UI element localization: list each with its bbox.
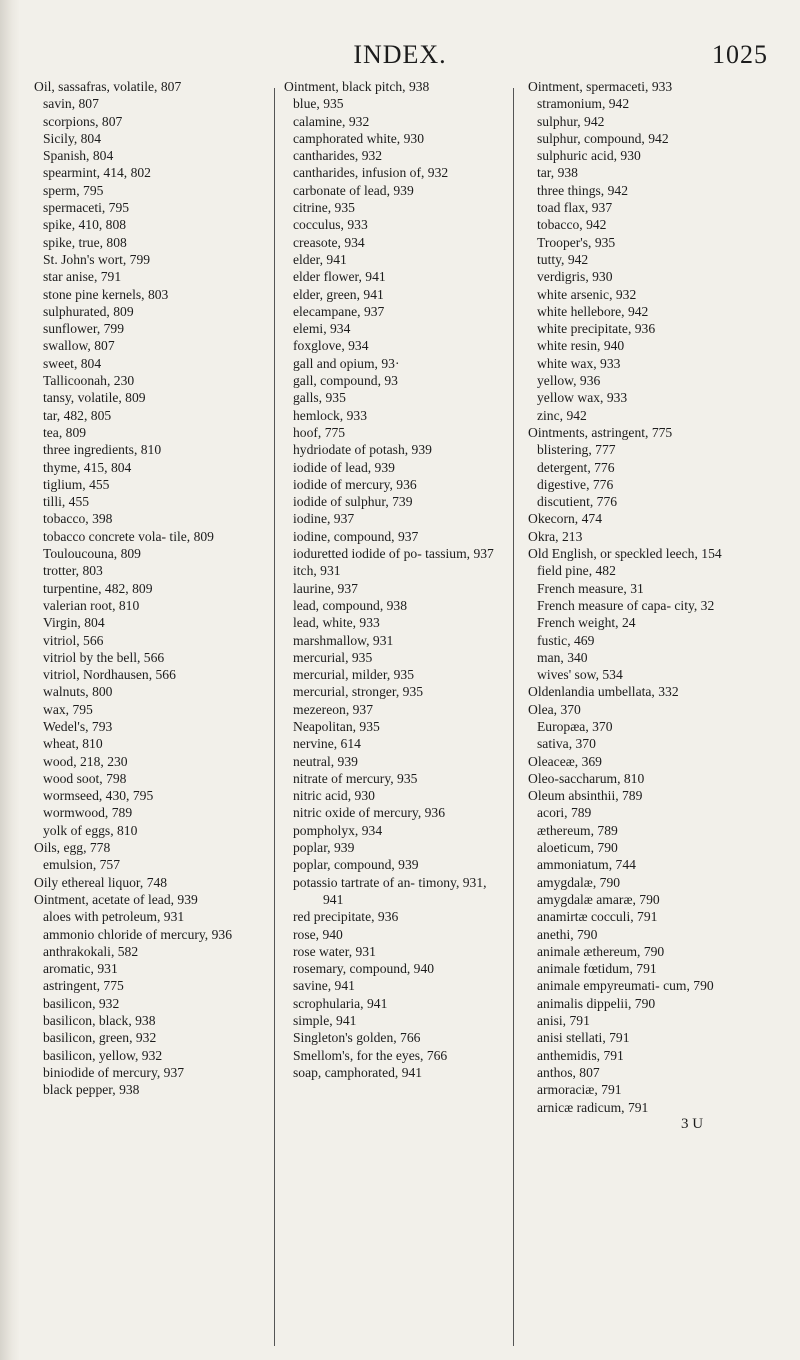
index-heading-entry: Ointment, spermaceti, 933	[528, 79, 673, 94]
index-subentry: white arsenic, 932	[537, 286, 637, 302]
index-subentry: Smellom's, for the eyes, 766	[293, 1047, 448, 1063]
index-subentry: basilicon, 932	[43, 995, 120, 1011]
index-subentry: Spanish, 804	[43, 148, 114, 164]
index-subentry: creasote, 934	[293, 234, 365, 250]
index-subentry: tea, 809	[43, 424, 87, 440]
index-subentry: Europæa, 370	[537, 718, 613, 734]
page-title: INDEX.	[353, 40, 447, 69]
index-subentry: basilicon, black, 938	[43, 1013, 156, 1029]
index-column-1	[34, 78, 266, 1099]
index-subentry: St. John's wort, 799	[43, 251, 151, 267]
index-subentry: mezereon, 937	[293, 701, 374, 717]
index-subentry: digestive, 776	[537, 476, 614, 492]
index-subentry: cantharides, infusion of, 932	[293, 165, 449, 181]
index-subentry: itch, 931	[293, 563, 341, 579]
index-subentry: French measure, 31	[537, 580, 644, 596]
index-subentry: red precipitate, 936	[293, 909, 399, 925]
index-subentry: animale fœtidum, 791	[537, 961, 657, 977]
index-subentry: calamine, 932	[293, 113, 370, 129]
index-subentry: man, 340	[537, 649, 588, 665]
index-subentry: poplar, 939	[293, 840, 355, 856]
index-subentry: arnicæ radicum, 791	[537, 1099, 649, 1115]
index-subentry: elecampane, 937	[293, 303, 385, 319]
index-subentry: Wedel's, 793	[43, 718, 113, 734]
index-subentry: yellow wax, 933	[537, 390, 628, 406]
index-subentry: discutient, 776	[537, 494, 618, 510]
index-subentry: walnuts, 800	[43, 684, 113, 700]
index-subentry: blistering, 777	[537, 442, 616, 458]
index-subentry: simple, 941	[293, 1013, 357, 1029]
index-subentry: sperm, 795	[43, 182, 104, 198]
index-subentry: elder, 941	[293, 251, 347, 267]
index-subentry: galls, 935	[293, 390, 346, 406]
index-subentry: wives' sow, 534	[537, 667, 623, 683]
index-subentry: sulphurated, 809	[43, 303, 134, 319]
index-subentry: anisi stellati, 791	[537, 1030, 630, 1046]
index-subentry: toad flax, 937	[537, 200, 613, 216]
index-subentry: iodide of lead, 939	[293, 459, 395, 475]
index-subentry: blue, 935	[293, 96, 344, 112]
index-subentry: basilicon, green, 932	[43, 1030, 157, 1046]
index-subentry: turpentine, 482, 809	[43, 580, 153, 596]
index-subentry: white resin, 940	[537, 338, 625, 354]
index-subentry: tansy, volatile, 809	[43, 390, 146, 406]
index-subentry: field pine, 482	[537, 563, 616, 579]
index-subentry: wood, 218, 230	[43, 753, 128, 769]
index-subentry: white precipitate, 936	[537, 321, 656, 337]
index-column-3	[528, 78, 766, 1133]
index-subentry: rose, 940	[293, 926, 343, 942]
index-subentry: iodine, compound, 937	[293, 528, 419, 544]
index-subentry: tobacco, 398	[43, 511, 113, 527]
column-divider	[513, 88, 514, 1346]
signature-mark: 3 U	[680, 1115, 704, 1132]
index-subentry: potassio tartrate of an- timony, 931, 941	[293, 874, 487, 907]
index-subentry: ammoniatum, 744	[537, 857, 636, 873]
index-subentry: wax, 795	[43, 701, 93, 717]
index-column-2	[284, 78, 506, 1081]
index-subentry: anthrakokali, 582	[43, 943, 139, 959]
index-heading-entry: Oleo-saccharum, 810	[528, 770, 645, 786]
index-subentry: zinc, 942	[537, 407, 587, 423]
index-subentry: wormwood, 789	[43, 805, 133, 821]
index-subentry: scrophularia, 941	[293, 995, 388, 1011]
index-subentry: amygdalæ amaræ, 790	[537, 891, 660, 907]
index-subentry: mercurial, 935	[293, 649, 373, 665]
index-subentry: wood soot, 798	[43, 770, 127, 786]
index-subentry: nitric acid, 930	[293, 788, 375, 804]
index-subentry: camphorated white, 930	[293, 130, 424, 146]
index-subentry: spike, true, 808	[43, 234, 127, 250]
index-subentry: aloeticum, 790	[537, 840, 618, 856]
index-subentry: tutty, 942	[537, 251, 589, 267]
index-subentry: stramonium, 942	[537, 96, 630, 112]
index-subentry: Neapolitan, 935	[293, 718, 380, 734]
index-subentry: nervine, 614	[293, 736, 361, 752]
index-subentry: ioduretted iodide of po- tassium, 937	[293, 546, 494, 562]
index-subentry: wormseed, 430, 795	[43, 788, 154, 804]
index-subentry: Sicily, 804	[43, 130, 102, 146]
index-subentry: tar, 482, 805	[43, 407, 112, 423]
index-subentry: three things, 942	[537, 182, 628, 198]
index-subentry: sulphur, 942	[537, 113, 605, 129]
page-gutter-shadow	[0, 0, 20, 1360]
index-heading-entry: Ointments, astringent, 775	[528, 424, 673, 440]
index-subentry: savin, 807	[43, 96, 99, 112]
index-subentry: basilicon, yellow, 932	[43, 1047, 163, 1063]
index-subentry: hoof, 775	[293, 424, 346, 440]
index-subentry: sweet, 804	[43, 355, 102, 371]
index-subentry: tobacco concrete vola- tile, 809	[43, 528, 214, 544]
index-subentry: elemi, 934	[293, 321, 351, 337]
page-header	[0, 40, 800, 74]
index-subentry: mercurial, stronger, 935	[293, 684, 424, 700]
index-subentry: thyme, 415, 804	[43, 459, 132, 475]
index-subentry: anisi, 791	[537, 1013, 590, 1029]
index-heading-entry: Okecorn, 474	[528, 511, 602, 527]
index-subentry: animale æthereum, 790	[537, 943, 665, 959]
index-heading-entry: Ointment, acetate of lead, 939	[34, 891, 198, 907]
index-subentry: elder flower, 941	[293, 269, 386, 285]
index-subentry: tar, 938	[537, 165, 578, 181]
index-subentry: vitriol, Nordhausen, 566	[43, 667, 176, 683]
index-subentry: white hellebore, 942	[537, 303, 649, 319]
index-subentry: spermaceti, 795	[43, 200, 130, 216]
index-heading-entry: Oleum absinthii, 789	[528, 788, 643, 804]
index-subentry: hydriodate of potash, 939	[293, 442, 432, 458]
index-subentry: vitriol by the bell, 566	[43, 649, 165, 665]
index-subentry: ammonio chloride of mercury, 936	[43, 926, 232, 942]
index-heading-entry: Oleaceæ, 369	[528, 753, 602, 769]
index-heading-entry: Oily ethereal liquor, 748	[34, 874, 168, 890]
index-subentry: biniodide of mercury, 937	[43, 1064, 185, 1080]
index-subentry: æthereum, 789	[537, 822, 618, 838]
index-subentry: French measure of capa- city, 32	[537, 597, 715, 613]
index-subentry: hemlock, 933	[293, 407, 367, 423]
index-heading-entry: Okra, 213	[528, 528, 583, 544]
index-subentry: savine, 941	[293, 978, 355, 994]
index-heading-entry: Olea, 370	[528, 701, 581, 717]
index-subentry: sulphur, compound, 942	[537, 130, 669, 146]
index-subentry: yellow, 936	[537, 373, 601, 389]
index-subentry: white wax, 933	[537, 355, 621, 371]
index-subentry: star anise, 791	[43, 269, 122, 285]
index-subentry: stone pine kernels, 803	[43, 286, 169, 302]
index-heading-entry: Oils, egg, 778	[34, 840, 111, 856]
index-subentry: astringent, 775	[43, 978, 124, 994]
index-subentry: animalis dippelii, 790	[537, 995, 656, 1011]
index-subentry: carbonate of lead, 939	[293, 182, 414, 198]
index-subentry: nitrate of mercury, 935	[293, 770, 418, 786]
index-subentry: three ingredients, 810	[43, 442, 162, 458]
index-subentry: Touloucouna, 809	[43, 546, 141, 562]
index-subentry: aloes with petroleum, 931	[43, 909, 185, 925]
index-subentry: rose water, 931	[293, 943, 376, 959]
index-subentry: scorpions, 807	[43, 113, 123, 129]
index-subentry: spearmint, 414, 802	[43, 165, 151, 181]
index-heading-entry: Old English, or speckled leech, 154	[528, 546, 722, 562]
index-subentry: sulphuric acid, 930	[537, 148, 641, 164]
index-subentry: cocculus, 933	[293, 217, 368, 233]
index-subentry: verdigris, 930	[537, 269, 613, 285]
index-subentry: anethi, 790	[537, 926, 598, 942]
index-heading-entry: Ointment, black pitch, 938	[284, 79, 430, 94]
index-subentry: pompholyx, 934	[293, 822, 383, 838]
index-subentry: iodide of sulphur, 739	[293, 494, 413, 510]
column-divider	[274, 88, 275, 1346]
index-subentry: anamirtæ cocculi, 791	[537, 909, 658, 925]
index-heading-entry: Oil, sassafras, volatile, 807	[34, 79, 182, 94]
index-subentry: swallow, 807	[43, 338, 115, 354]
index-subentry: foxglove, 934	[293, 338, 369, 354]
index-subentry: tiglium, 455	[43, 476, 110, 492]
index-subentry: mercurial, milder, 935	[293, 667, 415, 683]
index-subentry: iodine, 937	[293, 511, 355, 527]
index-subentry: soap, camphorated, 941	[293, 1064, 423, 1080]
index-heading-entry: Oldenlandia umbellata, 332	[528, 684, 679, 700]
index-subentry: tilli, 455	[43, 494, 90, 510]
index-subentry: aromatic, 931	[43, 961, 118, 977]
index-subentry: gall and opium, 93·	[293, 355, 400, 371]
index-subentry: poplar, compound, 939	[293, 857, 419, 873]
index-subentry: anthos, 807	[537, 1064, 600, 1080]
index-subentry: wheat, 810	[43, 736, 103, 752]
index-subentry: fustic, 469	[537, 632, 595, 648]
index-subentry: French weight, 24	[537, 615, 636, 631]
index-subentry: neutral, 939	[293, 753, 358, 769]
index-subentry: Singleton's golden, 766	[293, 1030, 421, 1046]
page-number: 1025	[712, 40, 768, 69]
index-subentry: Tallicoonah, 230	[43, 373, 135, 389]
index-subentry: laurine, 937	[293, 580, 358, 596]
index-subentry: nitric oxide of mercury, 936	[293, 805, 446, 821]
index-subentry: black pepper, 938	[43, 1082, 140, 1098]
index-subentry: iodide of mercury, 936	[293, 476, 417, 492]
index-subentry: lead, white, 933	[293, 615, 380, 631]
index-subentry: cantharides, 932	[293, 148, 383, 164]
index-subentry: citrine, 935	[293, 200, 355, 216]
index-subentry: gall, compound, 93	[293, 373, 398, 389]
index-subentry: anthemidis, 791	[537, 1047, 624, 1063]
index-subentry: amygdalæ, 790	[537, 874, 621, 890]
index-subentry: marshmallow, 931	[293, 632, 394, 648]
index-subentry: detergent, 776	[537, 459, 615, 475]
index-subentry: vitriol, 566	[43, 632, 104, 648]
index-subentry: sunflower, 799	[43, 321, 125, 337]
index-subentry: acori, 789	[537, 805, 592, 821]
index-subentry: valerian root, 810	[43, 597, 140, 613]
index-subentry: trotter, 803	[43, 563, 103, 579]
index-subentry: yolk of eggs, 810	[43, 822, 138, 838]
index-subentry: elder, green, 941	[293, 286, 384, 302]
index-subentry: armoraciæ, 791	[537, 1082, 622, 1098]
index-subentry: tobacco, 942	[537, 217, 607, 233]
index-subentry: emulsion, 757	[43, 857, 121, 873]
index-subentry: animale empyreumati- cum, 790	[537, 978, 714, 994]
index-subentry: lead, compound, 938	[293, 597, 408, 613]
index-subentry: rosemary, compound, 940	[293, 961, 435, 977]
index-subentry: sativa, 370	[537, 736, 596, 752]
index-subentry: spike, 410, 808	[43, 217, 127, 233]
index-subentry: Virgin, 804	[43, 615, 105, 631]
index-subentry: Trooper's, 935	[537, 234, 616, 250]
